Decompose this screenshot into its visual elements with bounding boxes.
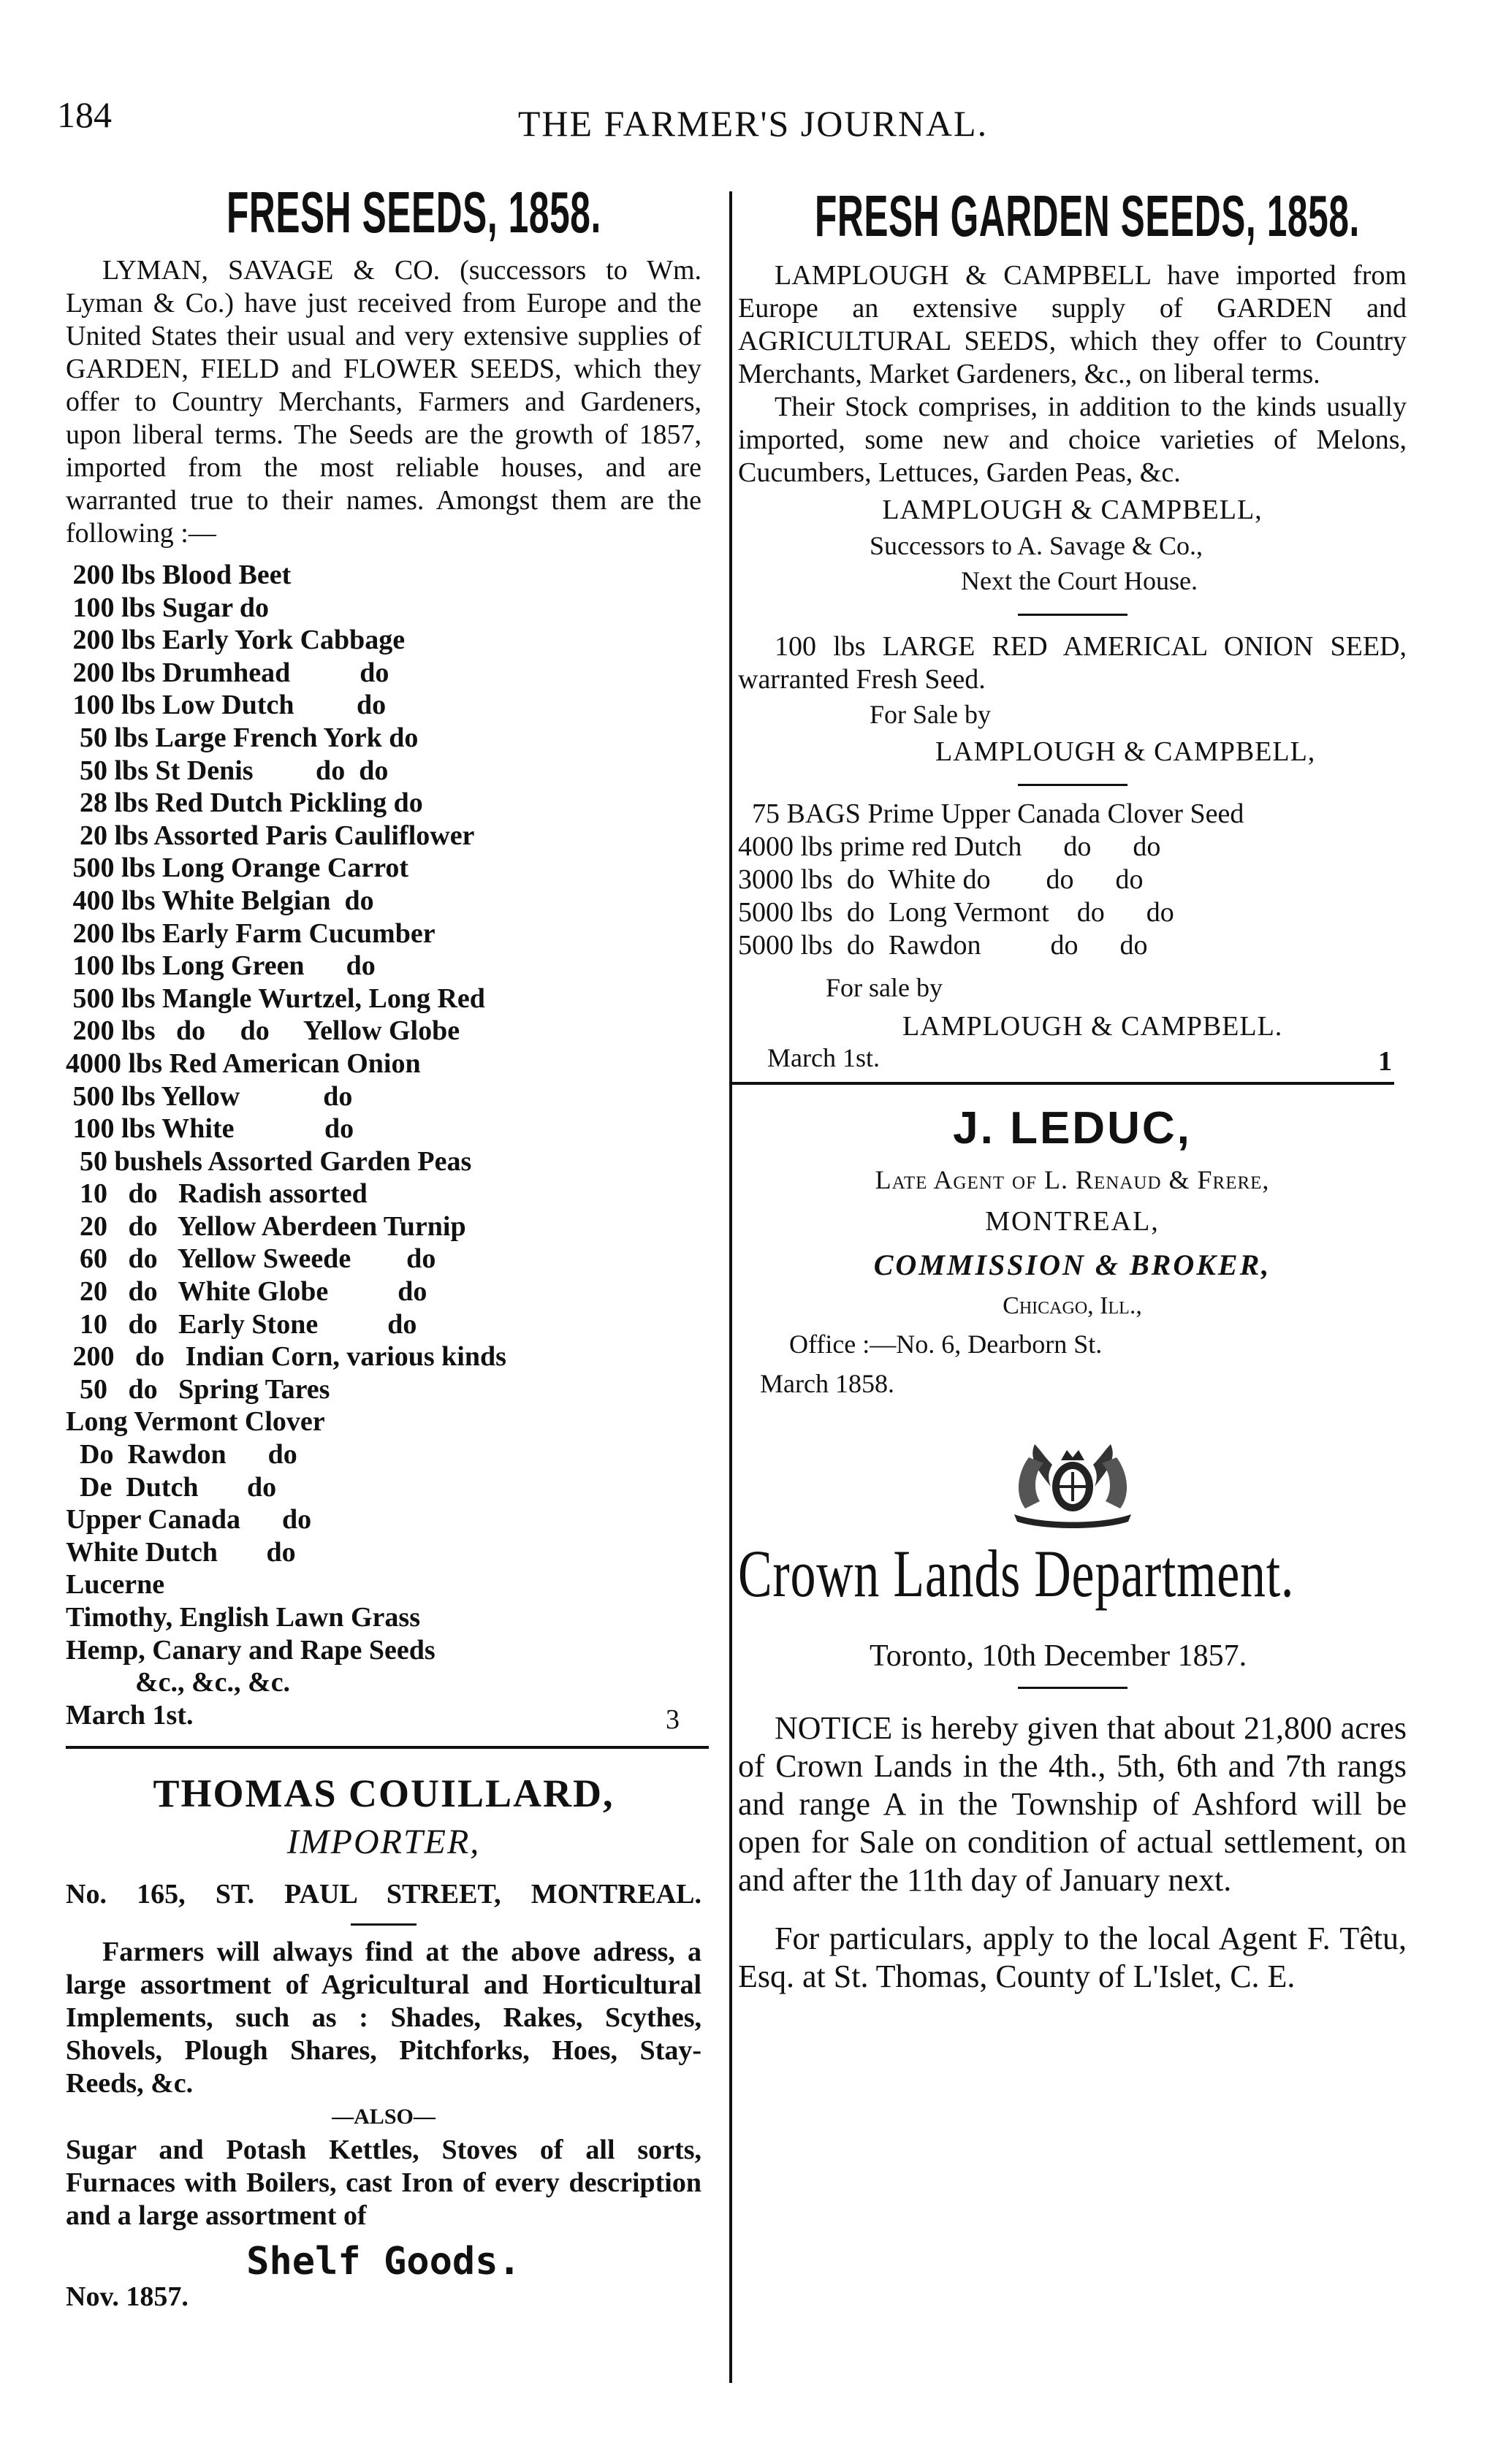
- list-item: 5000 lbs do Long Vermont do do: [738, 897, 1174, 928]
- list-item: 75 BAGS Prime Upper Canada Clover Seed: [738, 798, 1244, 829]
- ad-date: Nov. 1857.: [66, 2281, 189, 2312]
- list-item: 20 lbs Assorted Paris Cauliflower: [66, 820, 475, 851]
- list-item: 3000 lbs do White do do do: [738, 864, 1144, 895]
- list-item: 100 lbs Long Green do: [66, 950, 376, 982]
- ad-date: March 1st.: [66, 1699, 194, 1731]
- list-item: Lucerne: [66, 1569, 165, 1601]
- rule: [1018, 784, 1127, 786]
- ad-subtitle: IMPORTER,: [286, 1822, 481, 1861]
- ad-body: Farmers will always find at the above adress, a large assortment of Agricultural and Horticultural Implements, such as : Shades, Rakes, Scythes, Shovels, Plough Shares, Pitchforks, Hoes, Stay-Reeds, &c.: [66, 1936, 701, 2099]
- couillard-ad: [66, 1771, 701, 2313]
- list-item: 200 do Indian Corn, various kinds: [66, 1341, 506, 1373]
- list-item: &c., &c., &c.: [66, 1667, 291, 1698]
- ad-line-5: Office :—No. 6, Dearborn St.: [789, 1330, 1103, 1359]
- ad-body: 100 lbs LARGE RED AMERICAL ONION SEED, warranted Fresh Seed.: [738, 631, 1407, 695]
- list-item: 50 do Spring Tares: [66, 1373, 330, 1405]
- also-label: —ALSO—: [332, 2104, 436, 2129]
- list-item: 28 lbs Red Dutch Pickling do: [66, 787, 423, 819]
- ad-date: March 1st.: [767, 1043, 880, 1072]
- list-item: 60 do Yellow Sweede do: [66, 1243, 436, 1275]
- list-item: 50 bushels Assorted Garden Peas: [66, 1145, 472, 1177]
- fresh-seeds-ad: [66, 179, 701, 1733]
- rule: [351, 1923, 417, 1926]
- signature-line-3: Next the Court House.: [961, 566, 1198, 595]
- ad-separator: [729, 1082, 1394, 1085]
- ad-title: FRESH SEEDS, 1858.: [227, 180, 601, 245]
- list-item: 500 lbs Long Orange Carrot: [66, 853, 409, 884]
- shelf-goods-heading: Shelf Goods.: [246, 2239, 521, 2284]
- list-item: Do Rawdon do: [66, 1439, 297, 1471]
- clover-seed-ad: [738, 798, 1407, 1075]
- ad-mark: 1: [1378, 1046, 1392, 1077]
- clover-list: [738, 798, 1407, 962]
- ad-body: LAMPLOUGH & CAMPBELL have imported from Europe an extensive supply of GARDEN and AGRICULTURAL SEEDS, which they offer to Country Merchants, Market Gardeners, &c., on liberal terms.: [738, 260, 1407, 389]
- ad-body: LYMAN, SAVAGE & CO. (successors to Wm. Lyman & Co.) have just received from Europe and the United States their usual and very extensive supplies of GARDEN, FIELD and FLOWER SEEDS, which they offer to Country Merchants, Farmers and Gardeners, upon liberal terms. The Seeds are the growth of 1857, imported from the most reliable houses, and are warranted true to their names. Amongst them are the following :—: [66, 255, 701, 549]
- page-number: 184: [57, 94, 112, 135]
- ad-title: THOMAS COUILLARD,: [153, 1771, 615, 1815]
- list-item: 10 do Radish assorted: [66, 1178, 368, 1210]
- list-item: 100 lbs White do: [66, 1113, 354, 1145]
- list-item: White Dutch do: [66, 1536, 296, 1568]
- ad-line-4: Chicago, Ill.,: [1003, 1292, 1142, 1319]
- ad-mark: 3: [666, 1704, 680, 1735]
- list-item: 10 do Early Stone do: [66, 1308, 417, 1340]
- list-item: 200 lbs Blood Beet: [66, 560, 292, 590]
- list-item: 500 lbs Yellow do: [66, 1080, 353, 1112]
- list-item: Timothy, English Lawn Grass: [66, 1602, 421, 1633]
- ad-title: Crown Lands Department.: [738, 1536, 1295, 1611]
- ad-separator: [66, 1746, 709, 1749]
- list-item: De Dutch do: [66, 1471, 277, 1503]
- list-item: Hemp, Canary and Rape Seeds: [66, 1634, 436, 1666]
- ad-body-2: For particulars, apply to the local Agent F. Têtu, Esq. at St. Thomas, County of L'Islet, C. E.: [738, 1921, 1407, 1994]
- list-item: 400 lbs White Belgian do: [66, 885, 374, 916]
- list-item: 200 lbs Early York Cabbage: [66, 625, 406, 656]
- leduc-ad: [738, 1102, 1407, 1399]
- list-item: 4000 lbs prime red Dutch do do: [738, 831, 1161, 862]
- ad-title: J. LEDUC,: [953, 1103, 1192, 1153]
- signature: LAMPLOUGH & CAMPBELL,: [935, 736, 1316, 767]
- ad-title: FRESH GARDEN SEEDS, 1858.: [815, 183, 1360, 248]
- crown-lands-ad: [738, 1428, 1407, 1996]
- rule: [1018, 1687, 1127, 1689]
- rule: [1018, 614, 1127, 616]
- ad-line-1: Late Agent of L. Renaud & Frere,: [875, 1165, 1270, 1194]
- list-item: 4000 lbs Red American Onion: [66, 1048, 421, 1079]
- list-item: 50 lbs Large French York do: [66, 722, 419, 753]
- for-sale-label: For sale by: [826, 973, 943, 1002]
- for-sale-label: For Sale by: [870, 700, 991, 729]
- list-item: 200 lbs Drumhead do: [66, 657, 389, 688]
- ad-body: NOTICE is hereby given that about 21,800 acres of Crown Lands in the 4th., 5th, 6th and 7th rangs and range A in the Township of Ashford will be open for Sale on condition of actual settlement, on and after the 11th day of January next.: [738, 1710, 1407, 1898]
- running-head: THE FARMER'S JOURNAL.: [517, 103, 989, 144]
- ad-date: March 1858.: [760, 1369, 894, 1398]
- list-item: 200 lbs Early Farm Cucumber: [66, 918, 436, 949]
- list-item: Long Vermont Clover: [66, 1406, 325, 1438]
- ad-dateline: Toronto, 10th December 1857.: [870, 1639, 1247, 1673]
- list-item: 200 lbs do do Yellow Globe: [66, 1015, 460, 1047]
- ad-body-2: Sugar and Potash Kettles, Stoves of all sorts, Furnaces with Boilers, cast Iron of every description and a large assortment of: [66, 2134, 701, 2231]
- onion-seed-ad: [738, 630, 1407, 768]
- ad-line-2: MONTREAL,: [985, 1206, 1160, 1237]
- signature: LAMPLOUGH & CAMPBELL.: [902, 1011, 1283, 1042]
- ad-address: No. 165, ST. PAUL STREET, MONTREAL.: [66, 1878, 701, 1910]
- column-divider: [729, 191, 732, 2383]
- royal-coat-of-arms-icon: [985, 1428, 1160, 1530]
- list-item: Upper Canada do: [66, 1504, 312, 1536]
- list-item: 5000 lbs do Rawdon do do: [738, 930, 1148, 961]
- list-item: 500 lbs Mangle Wurtzel, Long Red: [66, 983, 485, 1014]
- list-item: 20 do White Globe do: [66, 1276, 427, 1308]
- signature: LAMPLOUGH & CAMPBELL,: [882, 495, 1263, 525]
- right-column: [738, 183, 1407, 1996]
- list-item: 100 lbs Low Dutch do: [66, 690, 387, 721]
- list-item: 100 lbs Sugar do: [66, 592, 270, 623]
- fresh-garden-seeds-ad: [738, 183, 1407, 596]
- left-column: [66, 179, 701, 2313]
- signature-line-2: Successors to A. Savage & Co.,: [870, 531, 1203, 560]
- ad-line-3: COMMISSION & BROKER,: [873, 1248, 1271, 1281]
- list-item: 20 do Yellow Aberdeen Turnip: [66, 1210, 466, 1242]
- ad-body-2: Their Stock comprises, in addition to the kinds usually imported, some new and choice varieties of Melons, Cucumbers, Lettuces, Garden Peas, &c.: [738, 392, 1407, 488]
- list-item: 50 lbs St Denis do do: [66, 755, 389, 786]
- seed-list: [66, 559, 701, 1699]
